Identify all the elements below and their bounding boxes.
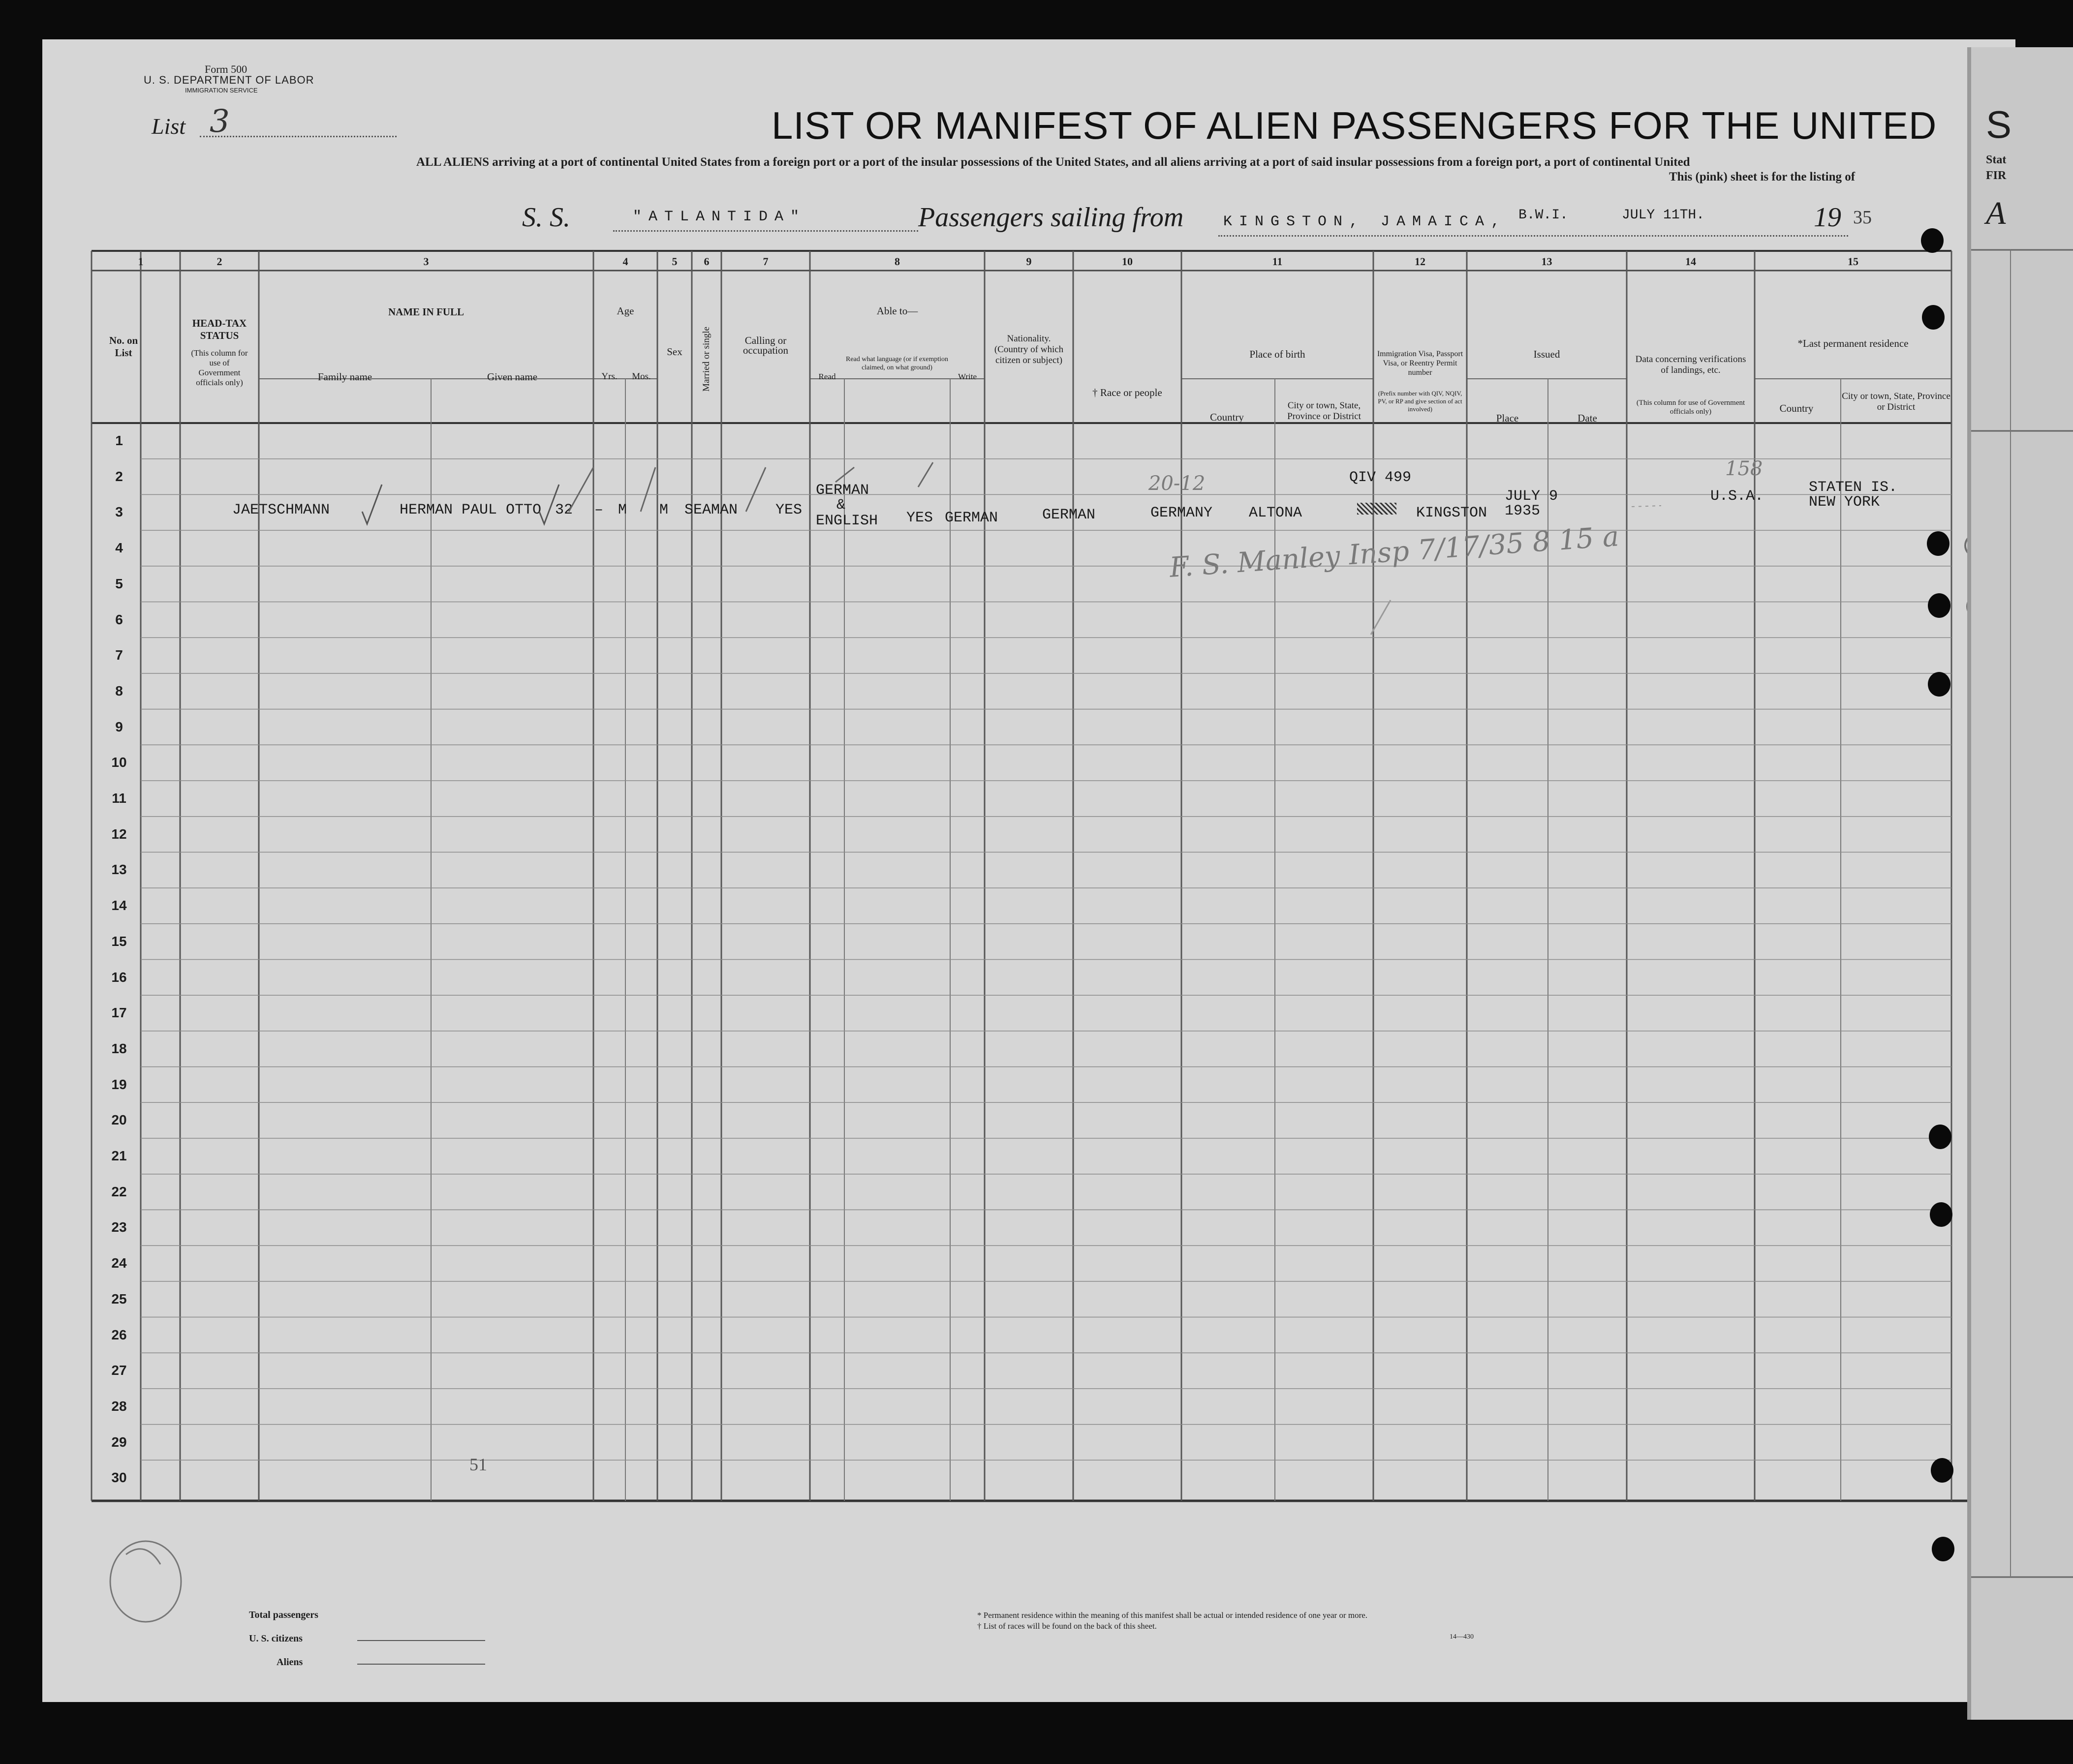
header-issued-date: Date: [1578, 412, 1597, 424]
ship-name: "ATLANTIDA": [633, 209, 806, 225]
header-birth-city: City or town, State, Province or District: [1287, 400, 1361, 422]
footer-aliens: Aliens: [277, 1657, 303, 1668]
header-yrs: Yrs.: [601, 371, 618, 382]
adjacent-line-2: FIR: [1986, 169, 2007, 182]
entry-given-name: HERMAN PAUL OTTO: [400, 502, 542, 518]
header-visa-note: (Prefix number with QIV, NQIV, PV, or RP and give section of act involved): [1378, 390, 1462, 413]
pencil-circle: [96, 1535, 195, 1628]
header-able-to: Able to—: [876, 305, 918, 317]
year-suffix: 35: [1853, 207, 1872, 228]
header-family-name: Family name: [317, 371, 372, 383]
row-number: 5: [115, 576, 123, 591]
header-write: Write: [958, 372, 977, 381]
year-prefix: 19: [1814, 202, 1841, 233]
header-sex: Sex: [667, 346, 682, 358]
header-no-on-list: No. on List: [109, 335, 138, 359]
row-number: 26: [111, 1327, 127, 1342]
manifest-sheet: [42, 39, 2015, 1702]
header-res-country: Country: [1779, 402, 1814, 414]
entry-race: GERMAN: [1042, 507, 1096, 523]
punch-hole: [1931, 1458, 1953, 1483]
entry-visa-number: QIV 499: [1349, 469, 1412, 486]
column-number-6: 6: [704, 255, 710, 268]
entry-nationality: GERMAN: [945, 510, 998, 526]
column-number-12: 12: [1415, 255, 1425, 268]
instruction-line-2: This (pink) sheet is for the listing of: [1669, 170, 1856, 183]
row-number: 10: [111, 755, 127, 770]
row-number: 23: [111, 1219, 127, 1235]
entry-issued-date-1: JULY 9: [1505, 488, 1558, 505]
entry-issued-date-2: 1935: [1505, 503, 1541, 519]
sailing-date: JULY 11TH.: [1622, 208, 1705, 223]
manifest-grid: [42, 39, 2015, 1702]
form-code: 14—430: [1450, 1633, 1474, 1641]
column-number-10: 10: [1122, 255, 1133, 268]
entry-age-mos: –: [594, 502, 604, 518]
entry-language-2: ENGLISH: [816, 513, 878, 529]
row-number: 11: [112, 791, 126, 806]
row-number: 28: [111, 1398, 127, 1414]
entry-res-city-1: STATEN IS.: [1809, 479, 1898, 496]
port-suffix: B.W.I.: [1518, 208, 1568, 223]
instruction-line-1: ALL ALIENS arriving at a port of continental United States from a foreign port or a port of the insular possessions of the United States, and all aliens arriving at a port of said insular possessions from a foreign port, a port of continental United: [416, 155, 1690, 169]
column-number-4: 4: [622, 255, 628, 268]
manifest-title: LIST OR MANIFEST OF ALIEN PASSENGERS FOR THE UNITED: [772, 104, 1937, 147]
entry-sex: M: [618, 502, 627, 518]
department-label: U. S. DEPARTMENT OF LABOR: [144, 74, 314, 86]
punch-hole: [1922, 305, 1945, 330]
sailing-label: Passengers sailing from: [918, 202, 1184, 233]
tally-number: 51: [469, 1455, 487, 1474]
header-issued: Issued: [1533, 348, 1560, 360]
punch-hole: [1921, 228, 1944, 253]
header-given-name: Given name: [487, 371, 538, 383]
header-head-tax-note: (This column for use of Government officials only): [191, 348, 248, 387]
row-number: 29: [111, 1434, 127, 1450]
row-number: 24: [111, 1255, 127, 1271]
punch-hole: [1928, 672, 1950, 697]
row-number: 9: [115, 719, 123, 734]
port-name: KINGSTON, JAMAICA,: [1223, 213, 1507, 230]
entry-visa-strike: [1357, 503, 1396, 515]
list-label: List: [152, 114, 186, 139]
entry-occupation: SEAMAN: [684, 502, 738, 518]
entry-family-name: JAETSCHMANN: [232, 502, 330, 518]
column-number-8: 8: [895, 255, 900, 268]
entry-res-city-2: NEW YORK: [1809, 494, 1880, 511]
column-number-13: 13: [1541, 255, 1552, 268]
row-number: 16: [111, 969, 127, 985]
footer-total-passengers: Total passengers: [249, 1610, 318, 1620]
header-res-city: City or town, State, Province or District: [1842, 391, 1950, 412]
column-number-14: 14: [1685, 255, 1696, 268]
adjacent-grid-fragment: [1971, 47, 2073, 1671]
row-number: 21: [111, 1148, 127, 1163]
punch-hole: [1932, 1537, 1954, 1561]
header-place-of-birth: Place of birth: [1249, 348, 1305, 360]
column-number-15: 15: [1848, 255, 1858, 268]
punch-hole: [1927, 531, 1949, 556]
header-verifications-note: (This column for use of Government officials only): [1636, 399, 1745, 416]
row-number: 1: [115, 433, 123, 448]
entry-age-yrs: 32: [555, 502, 573, 518]
entry-birth-city: ALTONA: [1249, 505, 1302, 521]
punch-hole: [1928, 593, 1950, 618]
ss-label: S. S.: [522, 202, 570, 233]
header-race: † Race or people: [1092, 387, 1162, 398]
row-number: 8: [115, 683, 123, 699]
row-number: 22: [111, 1184, 127, 1199]
punch-hole: [1930, 1202, 1952, 1227]
entry-res-country: U.S.A.: [1710, 488, 1764, 505]
footer-dots: [357, 1617, 485, 1672]
column-number-9: 9: [1026, 255, 1032, 268]
adjacent-title-fragment: S: [1986, 103, 2012, 146]
header-issued-place: Place: [1496, 412, 1519, 424]
header-age: Age: [617, 305, 634, 317]
adjacent-page-edge: [1967, 47, 2073, 1720]
row-number: 7: [115, 647, 123, 663]
entry-language-1: GERMAN: [816, 482, 869, 499]
header-name-in-full: NAME IN FULL: [388, 306, 464, 318]
row-number: 4: [115, 540, 123, 556]
inspector-signature: F. S. Manley Insp 7/17/35 8 15 a: [1168, 520, 1620, 584]
header-last-residence: *Last permanent residence: [1797, 337, 1909, 349]
punch-hole: [1929, 1125, 1951, 1149]
entry-read: YES: [775, 502, 803, 518]
header-married: Married or single: [701, 327, 712, 392]
row-number: 20: [111, 1112, 127, 1128]
list-number: 3: [210, 103, 230, 140]
column-number-3: 3: [423, 255, 429, 268]
header-birth-country: Country: [1210, 411, 1244, 423]
entry-write: YES: [906, 510, 933, 526]
column-number-1: 1: [138, 255, 144, 268]
column-number-2: 2: [217, 255, 222, 268]
entry-language-amp: &: [836, 497, 846, 514]
row-number: 18: [111, 1040, 127, 1056]
header-visa: Immigration Visa, Passport Visa, or Reentry Permit number: [1377, 350, 1463, 377]
header-verifications: Data concerning verifications of landings, etc.: [1635, 354, 1746, 375]
column-number-7: 7: [763, 255, 769, 268]
footer-us-citizens: U. S. citizens: [249, 1633, 303, 1644]
header-read-language: Read what language (or if exemption claimed, on what ground): [846, 356, 948, 371]
entry-married: M: [659, 502, 669, 518]
row-number: 2: [115, 468, 123, 484]
row-number: 30: [111, 1470, 127, 1486]
residence-mark: 158: [1725, 457, 1763, 480]
row-number: 13: [111, 862, 127, 878]
entry-issued-place: KINGSTON: [1416, 505, 1487, 521]
header-mos: Mos.: [632, 371, 651, 382]
form-number: Form 500: [205, 63, 248, 75]
header-calling: Calling or occupation: [743, 335, 789, 356]
row-number: 12: [111, 826, 127, 842]
entry-birth-country: GERMANY: [1150, 505, 1213, 521]
adjacent-big-letter: A: [1986, 195, 2006, 231]
row-number: 25: [111, 1291, 127, 1307]
service-label: IMMIGRATION SERVICE: [185, 87, 258, 94]
row-number: 15: [111, 933, 127, 949]
header-head-tax: HEAD-TAX STATUS: [192, 317, 247, 341]
row-number: 3: [115, 504, 123, 520]
footnote-1: * Permanent residence within the meaning of this manifest shall be actual or intended residence of one year or more.: [977, 1611, 1368, 1620]
footnote-2: † List of races will be found on the back of this sheet.: [977, 1621, 1157, 1631]
column-number-11: 11: [1272, 255, 1283, 268]
birth-note: 20-12: [1148, 472, 1206, 495]
column-number-5: 5: [672, 255, 678, 268]
row-number: 17: [111, 1005, 127, 1021]
row-number: 6: [115, 611, 123, 627]
row-number: 14: [111, 898, 127, 913]
row-number: 27: [111, 1363, 127, 1378]
header-nationality: Nationality. (Country of which citizen or subject): [994, 334, 1064, 365]
header-read: Read: [818, 372, 836, 381]
adjacent-line-1: Stat: [1986, 153, 2007, 166]
row-number: 19: [111, 1076, 127, 1092]
